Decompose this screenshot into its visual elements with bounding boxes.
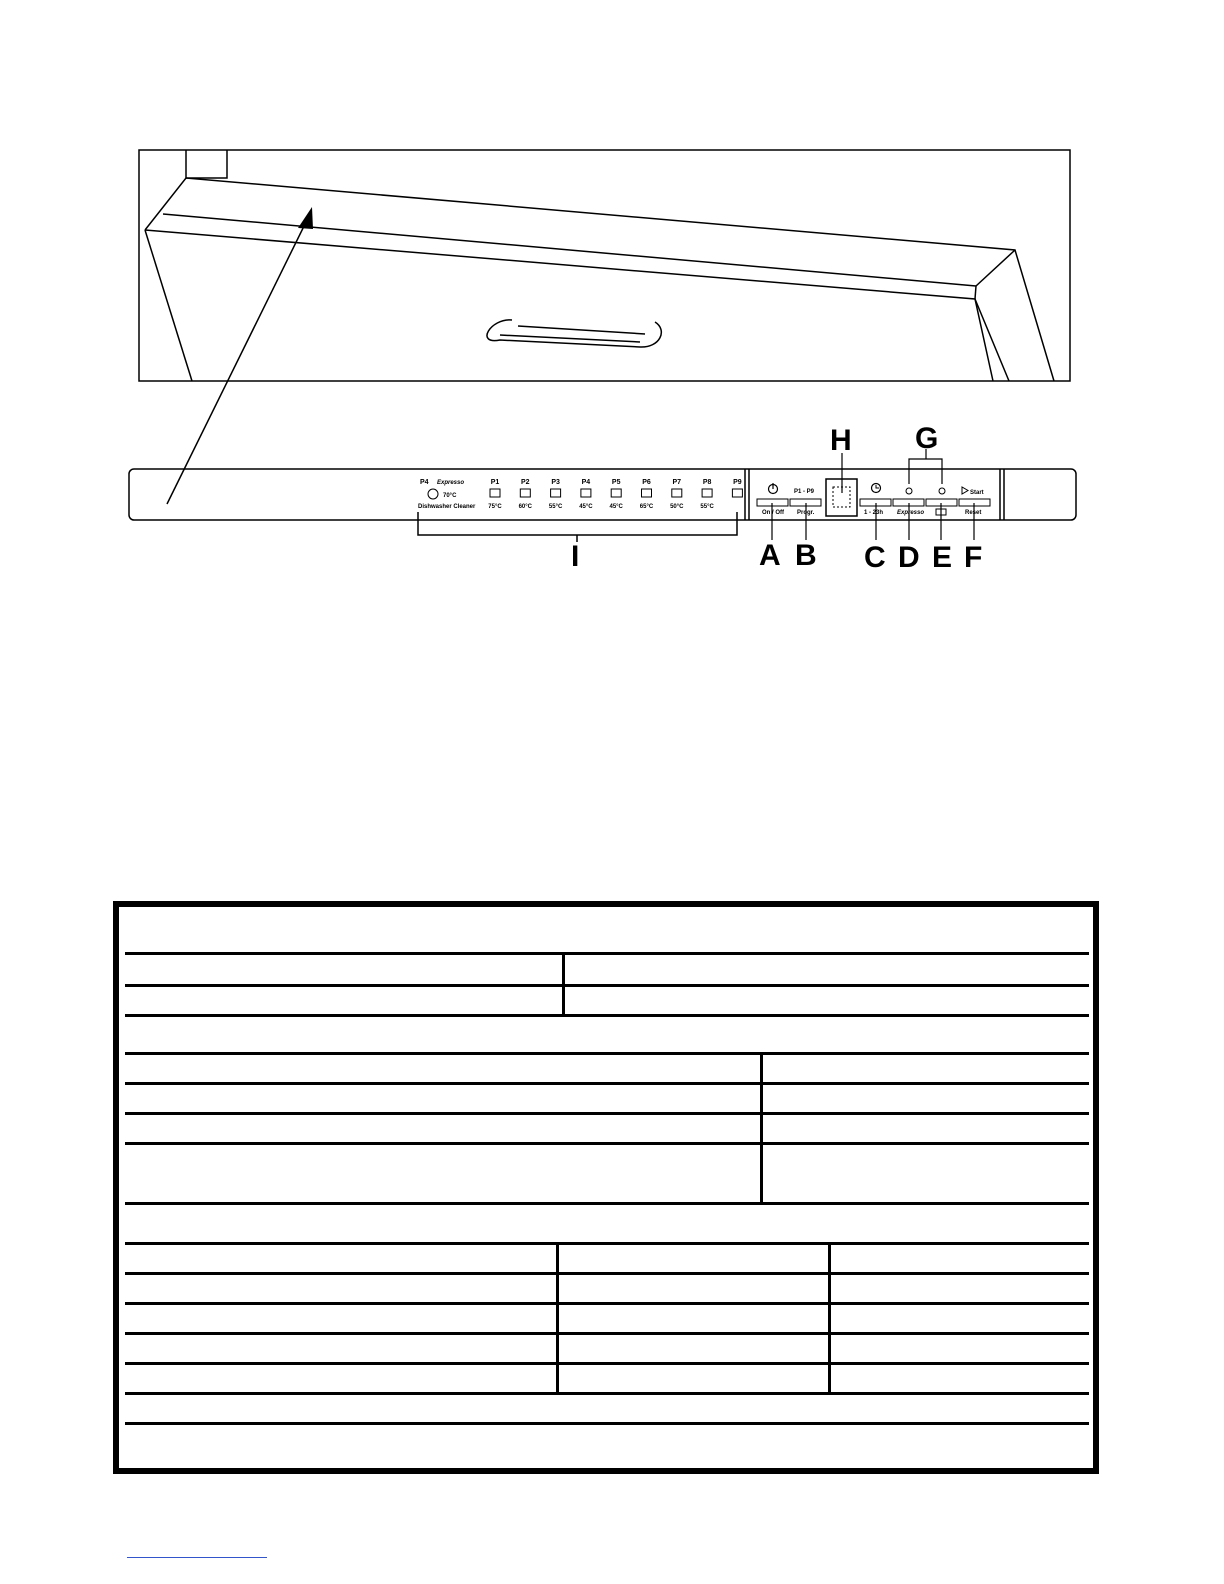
- program-indicator-p5: [609, 479, 623, 510]
- table-cell: [125, 1335, 556, 1362]
- dishwasher-door-illustration: [139, 150, 1070, 381]
- table-cell: [125, 1145, 760, 1202]
- program-temp: 45°C: [579, 504, 593, 510]
- table-row: [125, 1395, 1089, 1425]
- table-cell: [125, 955, 562, 984]
- table-row: [125, 907, 1089, 955]
- pot-icon: [490, 489, 500, 497]
- table-cell: [828, 1335, 1089, 1362]
- program-indicator-p4: [579, 479, 593, 510]
- table-cell: [125, 987, 562, 1014]
- program-indicator-p2: [519, 479, 533, 510]
- table-cell: [556, 1305, 828, 1332]
- eco-icon: [581, 489, 591, 497]
- table-cell: [125, 1245, 556, 1272]
- cleaner-program-code: P4: [420, 479, 429, 486]
- callout-d: D: [898, 541, 920, 574]
- program-temp: 50°C: [670, 504, 684, 510]
- reset-label: Reset: [965, 510, 982, 516]
- waves-icon: [551, 489, 561, 497]
- programs-bracket: [418, 512, 737, 542]
- door-handle: [487, 320, 661, 347]
- table-cell: [125, 907, 1089, 952]
- table-cell: [125, 1115, 760, 1142]
- table-cell: [760, 1085, 1089, 1112]
- control-panel-strip: [129, 469, 1076, 520]
- program-temp: 55°C: [700, 504, 714, 510]
- program-temp: 75°C: [488, 504, 502, 510]
- table-row: [125, 1055, 1089, 1085]
- table-row: [125, 1335, 1089, 1365]
- express-label: Expresso: [897, 510, 925, 516]
- program-code: P6: [642, 479, 651, 486]
- start-icon: [962, 487, 968, 494]
- table-cell: [125, 1395, 1089, 1422]
- callout-h: H: [830, 424, 852, 457]
- specification-table: [113, 901, 1099, 1474]
- table-cell: [760, 1055, 1089, 1082]
- callout-f: F: [964, 541, 983, 574]
- controls-section: [757, 479, 990, 516]
- program-indicator-p3: [549, 479, 563, 510]
- rapid-59-icon: [642, 489, 652, 497]
- dishwasher-cleaner-group: [418, 479, 476, 510]
- program-code: P2: [521, 479, 530, 486]
- program-temp: 45°C: [609, 504, 623, 510]
- table-cell: [562, 955, 1089, 984]
- table-row: [125, 1245, 1089, 1275]
- table-cell: [125, 1017, 1089, 1052]
- program-temp: 60°C: [518, 504, 533, 510]
- program-indicator-p1: [488, 479, 502, 510]
- indicator-light-2: [939, 488, 945, 494]
- table-cell: [760, 1145, 1089, 1202]
- program-code: P3: [551, 479, 560, 486]
- program-indicator-p9: [732, 479, 742, 497]
- table-cell: [125, 1085, 760, 1112]
- saucepan-icon: [520, 489, 530, 497]
- callout-a: A: [759, 539, 781, 572]
- table-row: [125, 1365, 1089, 1395]
- table-cell: [125, 1305, 556, 1332]
- delay-label: 1 - 23h: [864, 510, 884, 516]
- table-row: [125, 1145, 1089, 1205]
- cleaner-label: Dishwasher Cleaner: [418, 504, 476, 510]
- program-indicator-p8: [700, 479, 714, 510]
- table-row: [125, 1085, 1089, 1115]
- cleaner-temp: 70°C: [443, 493, 457, 499]
- table-cell: [125, 1275, 556, 1302]
- program-temp: 55°C: [548, 504, 563, 510]
- table-row: [125, 955, 1089, 987]
- program-code: P9: [733, 479, 742, 486]
- table-row: [125, 1205, 1089, 1245]
- rapid-24-icon: [672, 489, 682, 497]
- callout-g: G: [915, 422, 939, 455]
- table-cell: [828, 1275, 1089, 1302]
- table-row: [125, 1425, 1089, 1468]
- table-cell: [556, 1365, 828, 1392]
- table-cell: [562, 987, 1089, 1014]
- table-cell: [125, 1205, 1089, 1242]
- program-range: P1 - P9: [794, 489, 815, 495]
- table-row: [125, 987, 1089, 1017]
- table-cell: [556, 1245, 828, 1272]
- callout-b: B: [795, 539, 817, 572]
- program-label: Progr.: [797, 510, 815, 516]
- dishwasher-control-panel-diagram: [0, 0, 1224, 620]
- table-cell: [556, 1275, 828, 1302]
- snowflake-icon: [428, 489, 438, 499]
- table-row: [125, 1115, 1089, 1145]
- table-cell: [828, 1245, 1089, 1272]
- program-indicators: [488, 479, 742, 510]
- callout-c: C: [864, 541, 886, 574]
- table-row: [125, 1275, 1089, 1305]
- table-cell: [828, 1365, 1089, 1392]
- program-code: P8: [702, 479, 712, 486]
- program-code: P1: [490, 479, 500, 486]
- program-indicator-p7: [670, 479, 684, 510]
- table-row: [125, 1017, 1089, 1055]
- brand-word: Expresso: [437, 480, 465, 486]
- prewash-icon: [732, 489, 742, 497]
- table-cell: [760, 1115, 1089, 1142]
- table-cell: [125, 1055, 760, 1082]
- program-code: P7: [672, 479, 682, 486]
- table-cell: [125, 1365, 556, 1392]
- callout-letters: [571, 422, 982, 574]
- table-cell: [556, 1335, 828, 1362]
- callout-i: I: [571, 540, 580, 573]
- start-label: Start: [970, 490, 984, 496]
- on-off-label: On / Off: [762, 510, 784, 516]
- night-icon: [702, 489, 712, 497]
- location-arrow: [167, 207, 313, 504]
- table-row: [125, 1305, 1089, 1335]
- table-cell: [125, 1425, 1089, 1468]
- program-code: P4: [581, 479, 591, 486]
- program-code: P5: [611, 479, 621, 486]
- footnote-rule: [127, 1557, 267, 1558]
- cup-icon: [611, 489, 621, 497]
- program-indicator-p6: [640, 479, 654, 510]
- table-cell: [828, 1305, 1089, 1332]
- indicator-light-1: [906, 488, 912, 494]
- callout-e: E: [932, 541, 953, 574]
- program-temp: 65°C: [639, 504, 654, 510]
